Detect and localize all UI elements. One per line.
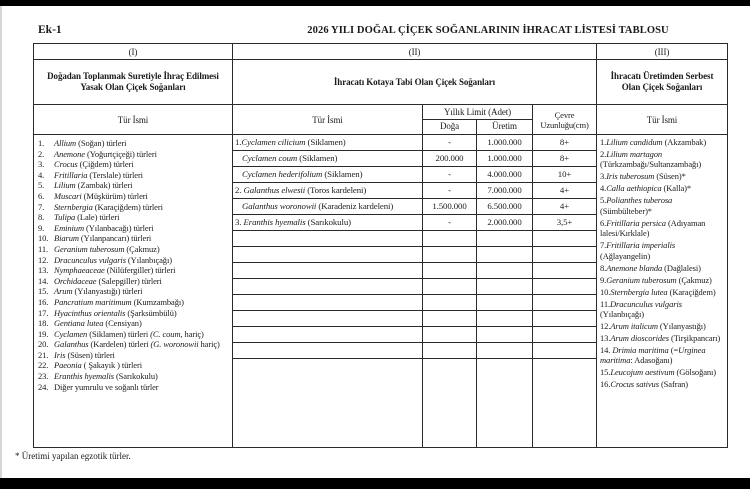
list-item xyxy=(38,318,230,329)
list-item xyxy=(38,149,230,160)
scan-border-bottom xyxy=(0,478,750,489)
circumference-value-cell: 3,5+ xyxy=(556,217,573,227)
list-item: 16.Crocus sativus (Safran) xyxy=(600,379,688,390)
item-number: 1. xyxy=(38,138,45,148)
item-text: Biarum (Yılanpancarı) türleri xyxy=(54,233,152,244)
item-text: Allium (Soğan) türleri xyxy=(54,138,127,148)
col3-header: İhracatı Üretimden Serbest Olan Çiçek Soğanları xyxy=(610,71,714,92)
list-item xyxy=(38,191,230,202)
empty-cevre-cell xyxy=(533,311,596,326)
item-text: Eranthis hyemalis (Sarıkokulu) xyxy=(54,371,158,382)
table-row xyxy=(233,183,596,199)
list-item: 13.Arum dioscorides (Tirşikpancarı) xyxy=(600,333,721,344)
column-header-row xyxy=(34,60,727,105)
item-number: 16. xyxy=(38,296,49,307)
list-item: 4.Calla aethiopica (Kalla)* xyxy=(600,183,692,194)
item-number: 15. xyxy=(38,286,49,297)
item-text: Pancratium maritimum (Kumzambağı) xyxy=(54,296,184,307)
species-name-cell: 1.Cyclamen cilicium (Siklamen) xyxy=(233,135,423,150)
item-text: Lilium (Zambak) türleri xyxy=(54,180,133,191)
uretim-value-cell: 1.000.000 xyxy=(477,151,533,166)
doga-value-cell: 1.500.000 xyxy=(423,199,477,214)
list-item xyxy=(38,223,230,234)
list-item: 5.Polianthes tuberosa (Sümbülteber)* xyxy=(600,195,673,216)
item-text: Muscari (Müşkürüm) türleri xyxy=(54,190,148,201)
list-item xyxy=(38,308,230,319)
item-text: Dracunculus vulgaris (Yılanbıçağı) xyxy=(54,254,172,265)
empty-table-row xyxy=(233,295,596,311)
list-item xyxy=(38,297,230,308)
empty-cevre-cell xyxy=(533,279,596,294)
list-item: 15.Leucojum aestivum (Gölsoğanı) xyxy=(600,367,717,378)
item-number: 14. xyxy=(38,275,49,286)
uretim-value-cell: 4.000.000 xyxy=(477,167,533,182)
table-row xyxy=(233,151,596,167)
empty-cevre-cell xyxy=(533,327,596,342)
free-species-list xyxy=(597,135,727,447)
empty-uretim-cell xyxy=(477,295,533,310)
doga-value-cell: - xyxy=(423,167,477,182)
item-text: Anemone (Yoğurtçiçeği) türleri xyxy=(54,148,157,159)
list-item: 12.Arum italicum (Yılanyastığı) xyxy=(600,321,706,332)
item-text: Sternbergia (Karaçiğdem) türleri xyxy=(54,201,163,212)
item-number: 22. xyxy=(38,360,49,371)
list-item: 10.Sternbergia lutea (Karaçiğdem) xyxy=(600,286,716,297)
list-item xyxy=(38,265,230,276)
empty-uretim-cell xyxy=(477,359,533,447)
item-number: 20. xyxy=(38,339,49,350)
empty-name-cell xyxy=(233,295,423,310)
empty-cevre-cell xyxy=(533,359,596,447)
table-row xyxy=(233,215,596,231)
list-item xyxy=(38,276,230,287)
item-number: 3. xyxy=(38,159,45,170)
annual-limit-group xyxy=(423,105,533,134)
list-item: 1.Lilium candidum (Akzambak) xyxy=(600,137,707,147)
item-number: 18. xyxy=(38,318,49,329)
empty-name-cell xyxy=(233,327,423,342)
list-item: 7.Fritillaria imperialis (Ağlayangelin) xyxy=(600,240,676,261)
item-number: 12. xyxy=(38,254,49,265)
col2-header: İhracatı Kotaya Tabi Olan Çiçek Soğanları xyxy=(233,60,597,104)
circumference-line1: Çevre xyxy=(554,109,575,120)
item-text: Crocus (Çiğdem) türleri xyxy=(54,159,134,170)
item-text: Tulipa (Lale) türleri xyxy=(54,212,120,223)
circumference-value-cell: 4+ xyxy=(559,201,570,211)
item-text: Orchidaceae (Salepgiller) türleri xyxy=(54,275,162,286)
uretim-value-cell: 7.000.000 xyxy=(477,183,533,198)
circumference-subheader xyxy=(533,105,597,134)
empty-uretim-cell xyxy=(477,263,533,278)
item-text: Eminium (Yılanbacağı) türleri xyxy=(54,222,154,233)
circumference-line2: Uzunluğu(cm) xyxy=(540,119,589,130)
list-item xyxy=(38,170,230,181)
empty-doga-cell xyxy=(423,327,477,342)
col1-roman: (I) xyxy=(34,44,233,59)
empty-table-row xyxy=(233,311,596,327)
item-number: 6. xyxy=(38,190,45,201)
empty-uretim-cell xyxy=(477,231,533,246)
empty-name-cell xyxy=(233,343,423,358)
item-number: 11. xyxy=(38,243,49,254)
col2-name-subheader: Tür İsmi xyxy=(233,105,423,134)
list-item xyxy=(38,350,230,361)
item-number: 21. xyxy=(38,349,49,360)
empty-table-row xyxy=(233,279,596,295)
item-text: Fritillaria (Terslale) türleri xyxy=(54,169,143,180)
quota-table-body xyxy=(233,135,597,447)
empty-cevre-cell xyxy=(533,263,596,278)
empty-name-cell xyxy=(233,359,423,447)
empty-uretim-cell xyxy=(477,247,533,262)
item-number: 23. xyxy=(38,371,49,382)
list-item xyxy=(38,339,230,350)
item-number: 7. xyxy=(38,201,45,212)
list-item: 3.Iris tuberosum (Süsen)* xyxy=(600,171,686,182)
empty-cevre-cell xyxy=(533,231,596,246)
doga-value-cell: - xyxy=(423,215,477,230)
item-text: Geranium tuberosum (Çakmuz) xyxy=(54,243,160,254)
empty-doga-cell xyxy=(423,343,477,358)
item-number: 8. xyxy=(38,212,45,223)
list-item xyxy=(38,360,230,371)
empty-table-row xyxy=(233,343,596,359)
list-item: 2.Lilium martagon (Türkzambağı/Sultanzambağı) xyxy=(600,149,702,170)
col1-header: Doğadan Toplanmak Suretiyle İhraç Edilmesi Yasak Olan Çiçek Soğanları xyxy=(34,60,233,104)
col3-subheader: Tür İsmi xyxy=(646,114,678,125)
empty-doga-cell xyxy=(423,279,477,294)
scan-border-top xyxy=(0,0,750,6)
table-body xyxy=(34,135,727,447)
item-text: Arum (Yılanyastığı) türleri xyxy=(54,286,143,297)
item-number: 19. xyxy=(38,328,49,339)
item-text: Paeonia ( Şakayık ) türleri xyxy=(54,360,142,371)
empty-name-cell xyxy=(233,247,423,262)
uretim-value-cell: 1.000.000 xyxy=(477,135,533,150)
list-item xyxy=(38,202,230,213)
list-item: 9.Geranium tuberosum (Çakmuz) xyxy=(600,274,712,285)
uretim-value-cell: 6.500.000 xyxy=(477,199,533,214)
forbidden-species-list xyxy=(34,135,233,447)
empty-uretim-cell xyxy=(477,327,533,342)
footnote: * Üretimi yapılan egzotik türler. xyxy=(15,451,131,461)
empty-uretim-cell xyxy=(477,311,533,326)
list-item xyxy=(38,180,230,191)
empty-name-cell xyxy=(233,279,423,294)
item-number: 5. xyxy=(38,180,45,191)
col2-roman: (II) xyxy=(233,44,597,59)
list-item xyxy=(38,212,230,223)
empty-name-cell xyxy=(233,311,423,326)
uretim-value-cell: 2.000.000 xyxy=(477,215,533,230)
item-number: 9. xyxy=(38,222,45,233)
empty-doga-cell xyxy=(423,231,477,246)
doga-value-cell: - xyxy=(423,135,477,150)
empty-doga-cell xyxy=(423,295,477,310)
circumference-value-cell: 4+ xyxy=(559,185,570,195)
empty-cevre-cell xyxy=(533,247,596,262)
empty-table-row xyxy=(233,231,596,247)
table-row xyxy=(233,167,596,183)
species-name-cell: Cyclamen hederifolium (Siklamen) xyxy=(233,167,423,182)
empty-tall-row xyxy=(233,359,596,447)
list-item xyxy=(38,329,230,340)
empty-table-row xyxy=(233,247,596,263)
species-name-cell: Galanthus woronowii (Karadeniz kardeleni) xyxy=(233,199,423,214)
empty-doga-cell xyxy=(423,359,477,447)
item-text: Hyacinthus orientalis (Şarksümbülü) xyxy=(54,307,177,318)
scan-edge-left xyxy=(0,6,2,478)
annual-limit-header: Yıllık Limit (Adet) xyxy=(423,105,532,120)
item-text: Galanthus (Kardelen) türleri (G. woronowii hariç) xyxy=(54,339,220,350)
species-name-cell: 2. Galanthus elwesii (Toros kardeleni) xyxy=(233,183,423,198)
item-number: 10. xyxy=(38,233,49,244)
item-text: Diğer yumrulu ve soğanlı türler xyxy=(54,381,159,392)
species-name-cell: Cyclamen coum (Siklamen) xyxy=(233,151,423,166)
subheader-row xyxy=(34,105,727,135)
list-item: 14. Drimia maritima (=Urginea maritima: Adasoğanı) xyxy=(600,345,706,366)
list-item xyxy=(38,159,230,170)
list-item xyxy=(38,244,230,255)
doga-value-cell: 200.000 xyxy=(423,151,477,166)
empty-table-row xyxy=(233,263,596,279)
roman-numeral-row xyxy=(34,44,727,60)
item-text: Nymphaeaceae (Nilüfergiller) türleri xyxy=(54,265,176,276)
item-number: 17. xyxy=(38,307,49,318)
doga-subheader: Doğa xyxy=(423,120,477,134)
list-item xyxy=(38,371,230,382)
list-item: 6.Fritillaria persica (Adıyaman lalesi/Kırklale) xyxy=(600,217,706,239)
item-text: Iris (Süsen) türleri xyxy=(54,349,115,360)
empty-uretim-cell xyxy=(477,343,533,358)
uretim-subheader: Üretim xyxy=(492,121,517,131)
col3-roman: (III) xyxy=(654,46,670,57)
page-title: 2026 YILI DOĞAL ÇİÇEK SOĞANLARININ İHRACAT LİSTESİ TABLOSU xyxy=(307,25,669,36)
empty-cevre-cell xyxy=(533,295,596,310)
doga-value-cell: - xyxy=(423,183,477,198)
empty-name-cell xyxy=(233,231,423,246)
table-row xyxy=(233,199,596,215)
export-list-table xyxy=(33,43,728,448)
empty-doga-cell xyxy=(423,311,477,326)
item-number: 24. xyxy=(38,381,49,392)
empty-cevre-cell xyxy=(533,343,596,358)
empty-table-row xyxy=(233,327,596,343)
species-name-cell: 3. Eranthis hyemalis (Sarıkokulu) xyxy=(233,215,423,230)
list-item: 11.Dracunculus vulgaris (Yılanbıçağı) xyxy=(600,298,682,320)
empty-doga-cell xyxy=(423,263,477,278)
circumference-value-cell: 10+ xyxy=(557,169,572,179)
empty-name-cell xyxy=(233,263,423,278)
item-number: 4. xyxy=(38,169,45,180)
list-item xyxy=(38,255,230,266)
circumference-value-cell: 8+ xyxy=(559,153,570,163)
empty-uretim-cell xyxy=(477,279,533,294)
annex-label: Ek-1 xyxy=(38,24,62,36)
empty-doga-cell xyxy=(423,247,477,262)
col1-subheader: Tür İsmi xyxy=(34,105,233,134)
item-text: Gentiana lutea (Censiyan) xyxy=(54,318,142,329)
list-item xyxy=(38,382,230,393)
list-item xyxy=(38,138,230,149)
table-row xyxy=(233,135,596,151)
item-text: Cyclamen (Siklamen) türleri (C. coum, hariç) xyxy=(54,328,204,339)
list-item: 8.Anemone blanda (Dağlalesi) xyxy=(600,262,701,273)
circumference-value-cell: 8+ xyxy=(559,137,570,147)
list-item xyxy=(38,233,230,244)
item-number: 13. xyxy=(38,265,49,276)
item-number: 2. xyxy=(38,148,45,159)
list-item xyxy=(38,286,230,297)
